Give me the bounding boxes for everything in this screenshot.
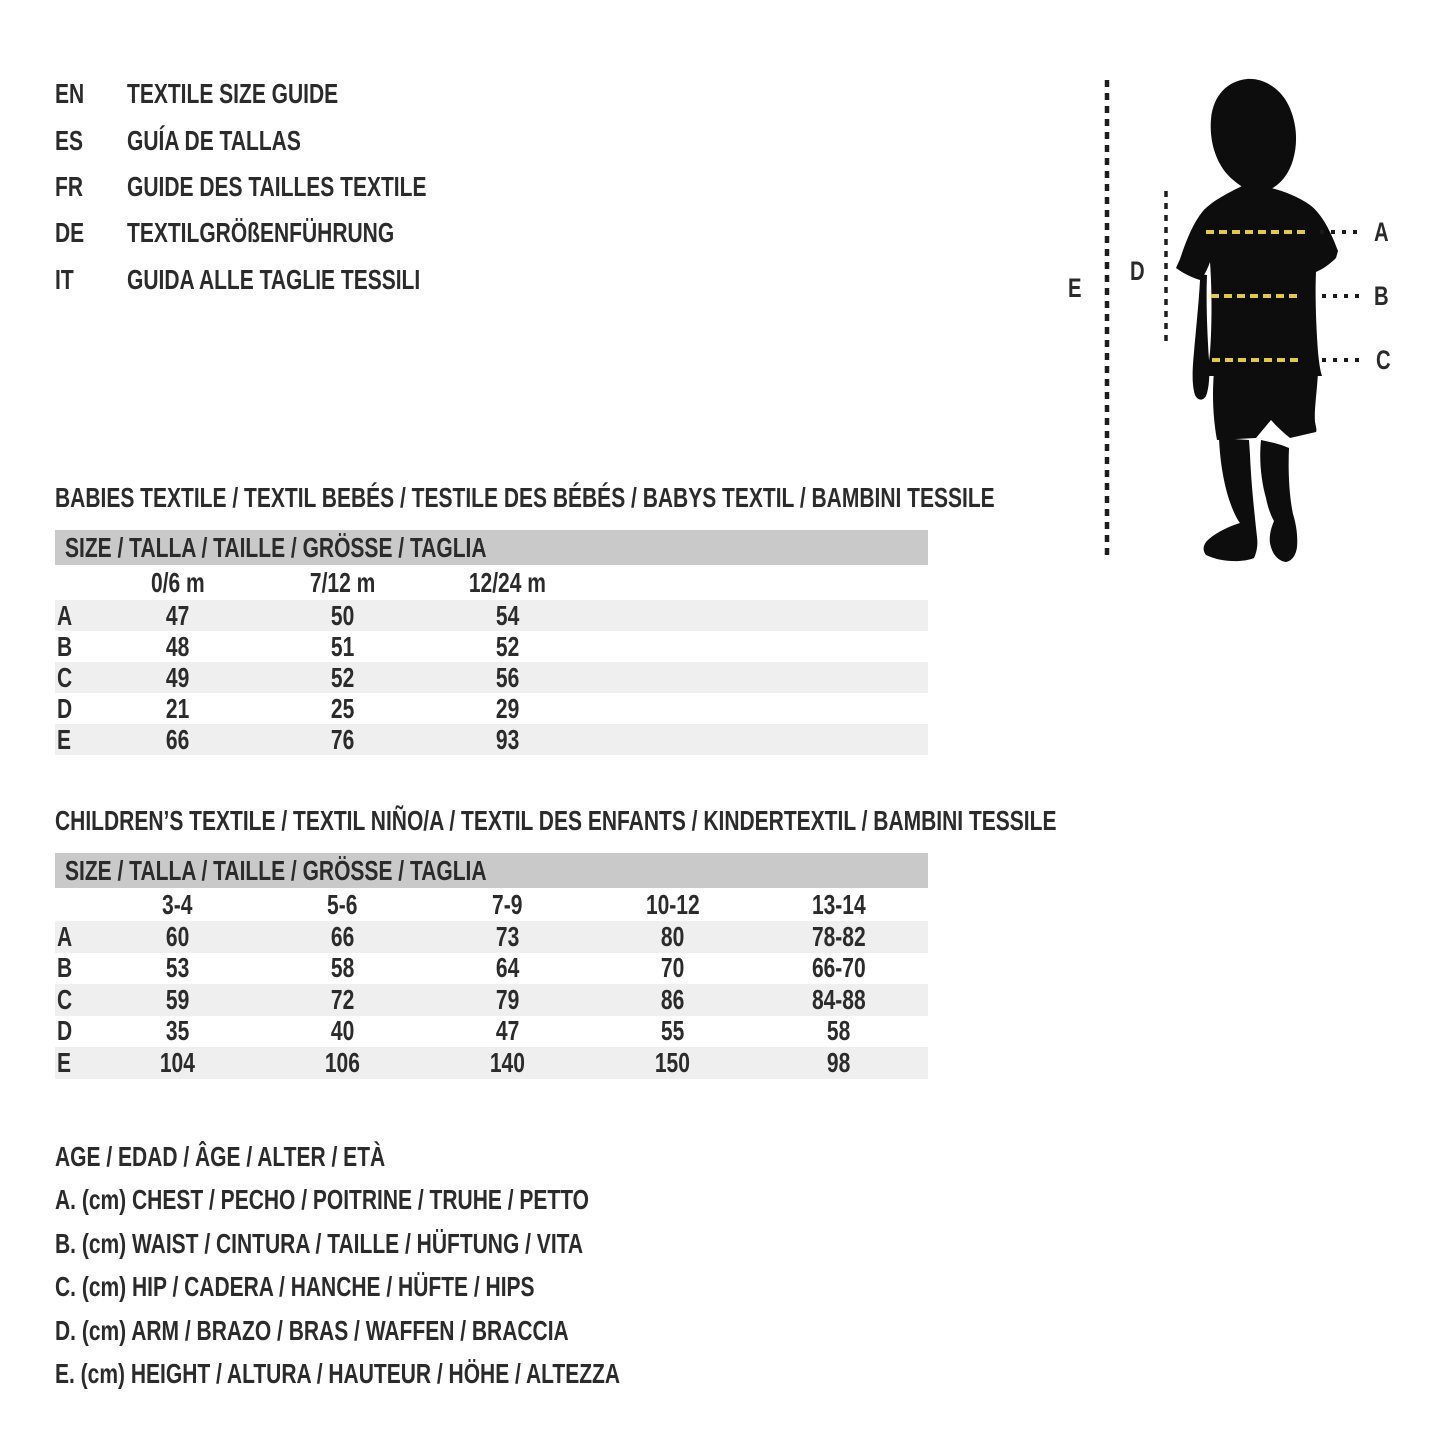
children-row-a — [55, 921, 928, 953]
figure-label-arm-d: D — [1130, 256, 1145, 286]
figure-label-waist-b: B — [1374, 281, 1389, 311]
cell-value: 72 — [330, 983, 355, 1015]
children-col-10-12: 10-12 — [645, 889, 700, 920]
cell-value: 64 — [495, 952, 520, 984]
cell-value: 54 — [495, 599, 520, 631]
cell-value: 40 — [330, 1015, 355, 1047]
cell-value: 48 — [165, 630, 190, 662]
row-label: D — [57, 1015, 73, 1047]
babies-col-7-12m: 7/12 m — [309, 567, 376, 598]
cell-value: 52 — [495, 630, 520, 662]
legend-hip: C. (cm) HIP / CADERA / HANCHE / HÜFTE / HIPS — [55, 1271, 535, 1303]
cell-value: 104 — [159, 1046, 196, 1078]
figure-label-height-e: E — [1068, 273, 1082, 303]
cell-value: 79 — [495, 983, 520, 1015]
language-title-block — [55, 71, 526, 303]
babies-col-0-6m: 0/6 m — [150, 567, 205, 598]
cell-value: 58 — [330, 952, 355, 984]
cell-value: 70 — [660, 952, 685, 984]
cell-value: 106 — [324, 1046, 361, 1078]
lang-code-es: ES — [55, 124, 84, 156]
children-size-header-text: SIZE / TALLA / TAILLE / GRÖSSE / TAGLIA — [65, 854, 487, 886]
lang-row-en — [55, 71, 526, 117]
children-col-5-6: 5-6 — [327, 889, 358, 920]
cell-value: 98 — [826, 1046, 851, 1078]
figure-label-chest-a: A — [1374, 217, 1389, 247]
lang-title-es: GUÍA DE TALLAS — [127, 124, 301, 156]
legend-height: E. (cm) HEIGHT / ALTURA / HAUTEUR / HÖHE / ALTEZZA — [55, 1358, 621, 1390]
lang-title-de: TEXTILGRÖßENFÜHRUNG — [127, 217, 395, 249]
children-col-13-14: 13-14 — [811, 889, 866, 920]
row-label: B — [57, 630, 73, 662]
cell-value: 29 — [495, 692, 520, 724]
cell-value: 50 — [330, 599, 355, 631]
children-column-header-row — [55, 889, 928, 921]
legend-chest: A. (cm) CHEST / PECHO / POITRINE / TRUHE / PETTO — [55, 1184, 590, 1216]
children-col-3-4: 3-4 — [162, 889, 193, 920]
children-row-c — [55, 984, 928, 1016]
cell-value: 35 — [165, 1015, 190, 1047]
babies-row-b — [55, 631, 928, 662]
row-label: E — [57, 1046, 72, 1078]
lang-title-fr: GUIDE DES TAILLES TEXTILE — [127, 170, 427, 202]
measurement-legend — [55, 1135, 808, 1396]
cell-value: 80 — [660, 920, 685, 952]
cell-value: 66-70 — [811, 952, 866, 984]
children-row-e — [55, 1047, 928, 1079]
cell-value: 55 — [660, 1015, 685, 1047]
babies-row-e — [55, 724, 928, 755]
cell-value: 93 — [495, 723, 520, 755]
babies-row-c — [55, 662, 928, 693]
lang-row-de — [55, 210, 526, 256]
cell-value: 51 — [330, 630, 355, 662]
figure-label-hip-c: C — [1376, 345, 1391, 375]
lang-code-it: IT — [55, 263, 74, 295]
lang-title-en: TEXTILE SIZE GUIDE — [127, 78, 339, 110]
children-row-d — [55, 1016, 928, 1048]
cell-value: 58 — [826, 1015, 851, 1047]
babies-size-header-text: SIZE / TALLA / TAILLE / GRÖSSE / TAGLIA — [65, 531, 487, 563]
babies-row-d — [55, 693, 928, 724]
cell-value: 86 — [660, 983, 685, 1015]
cell-value: 53 — [165, 952, 190, 984]
cell-value: 21 — [165, 692, 190, 724]
lang-code-fr: FR — [55, 170, 83, 202]
cell-value: 66 — [165, 723, 190, 755]
row-label: E — [57, 723, 72, 755]
babies-column-header-row — [55, 567, 928, 599]
babies-col-12-24m: 12/24 m — [468, 567, 547, 598]
children-col-7-9: 7-9 — [492, 889, 523, 920]
cell-value: 140 — [489, 1046, 526, 1078]
row-label: C — [57, 983, 73, 1015]
row-label: A — [57, 599, 73, 631]
cell-value: 59 — [165, 983, 190, 1015]
legend-waist: B. (cm) WAIST / CINTURA / TAILLE / HÜFTUNG / VITA — [55, 1227, 584, 1259]
cell-value: 52 — [330, 661, 355, 693]
lang-row-it — [55, 257, 526, 303]
cell-value: 76 — [330, 723, 355, 755]
cell-value: 66 — [330, 920, 355, 952]
lang-code-de: DE — [55, 217, 85, 249]
cell-value: 73 — [495, 920, 520, 952]
children-section-title: CHILDREN’S TEXTILE / TEXTIL NIÑO/A / TEXTIL DES ENFANTS / KINDERTEXTIL / BAMBINI TESSILE — [55, 805, 1057, 836]
row-label: C — [57, 661, 73, 693]
children-row-b — [55, 953, 928, 985]
lang-title-it: GUIDA ALLE TAGLIE TESSILI — [127, 263, 421, 295]
row-label: D — [57, 692, 73, 724]
babies-section-title: BABIES TEXTILE / TEXTIL BEBÉS / TESTILE DES BÉBÉS / BABYS TEXTIL / BAMBINI TESSILE — [55, 482, 995, 513]
legend-arm: D. (cm) ARM / BRAZO / BRAS / WAFFEN / BRACCIA — [55, 1314, 569, 1346]
cell-value: 84-88 — [811, 983, 866, 1015]
babies-size-header-bar — [55, 530, 928, 565]
cell-value: 47 — [495, 1015, 520, 1047]
cell-value: 49 — [165, 661, 190, 693]
lang-row-es — [55, 117, 526, 163]
children-size-header-bar — [55, 853, 928, 888]
babies-row-a — [55, 600, 928, 631]
cell-value: 47 — [165, 599, 190, 631]
lang-row-fr — [55, 164, 526, 210]
lang-code-en: EN — [55, 78, 85, 110]
cell-value: 60 — [165, 920, 190, 952]
cell-value: 150 — [654, 1046, 691, 1078]
row-label: A — [57, 920, 73, 952]
legend-age: AGE / EDAD / ÂGE / ALTER / ETÀ — [55, 1140, 386, 1172]
cell-value: 25 — [330, 692, 355, 724]
row-label: B — [57, 952, 73, 984]
cell-value: 78-82 — [811, 920, 866, 952]
cell-value: 56 — [495, 661, 520, 693]
